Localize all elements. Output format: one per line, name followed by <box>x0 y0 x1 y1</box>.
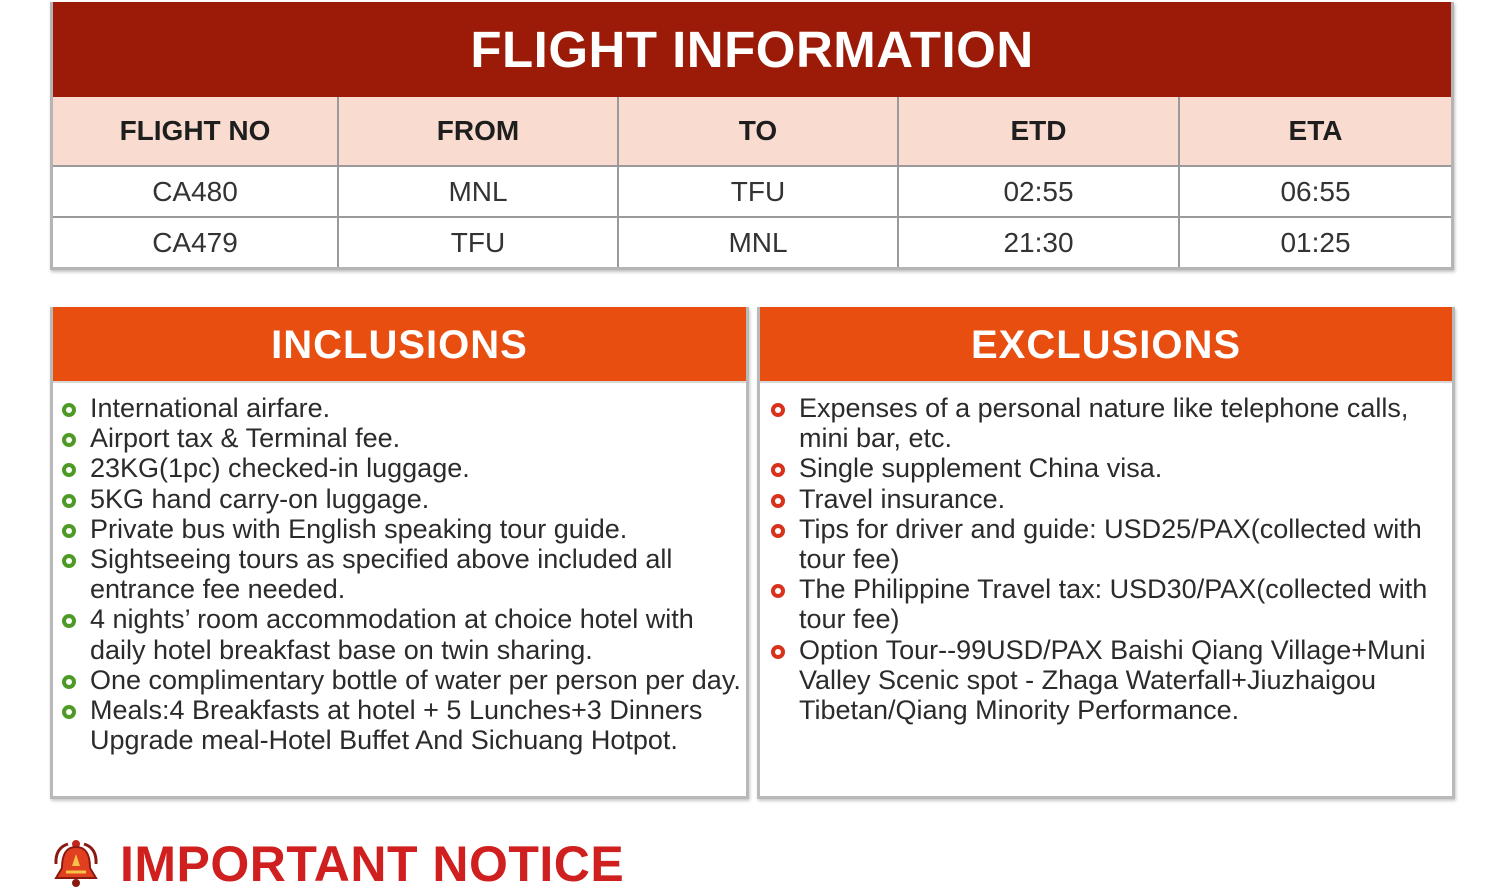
list-item <box>765 393 1452 453</box>
inclusion-text: Sightseeing tours as specified above included all entrance fee needed. <box>90 544 673 605</box>
green-bullet-icon <box>62 705 76 719</box>
column-header-etd: ETD <box>897 97 1178 165</box>
flight-no-cell: CA480 <box>152 175 238 207</box>
exclusion-text: Tips for driver and guide: USD25/PAX(collected with tour fee) <box>799 513 1422 575</box>
flight-information-title: FLIGHT INFORMATION <box>53 2 1451 97</box>
list-item <box>56 695 746 755</box>
green-bullet-icon <box>62 554 76 568</box>
red-bullet-icon <box>771 463 785 477</box>
exclusion-text: Travel insurance. <box>799 483 1006 514</box>
list-item <box>56 393 746 423</box>
exclusion-text: Option Tour--99USD/PAX Baishi Qiang Village+Muni Valley Scenic spot - Zhaga Waterfall+Jiuzhaigou Tibetan/Qiang Minority Performance. <box>799 634 1426 726</box>
flight-no-cell: CA479 <box>152 226 238 258</box>
list-item <box>765 484 1452 514</box>
inclusions-title: INCLUSIONS <box>53 307 746 383</box>
inclusion-text: International airfare. <box>90 393 331 423</box>
inclusion-text: 4 nights’ room accommodation at choice hotel with daily hotel breakfast base on twin sharing. <box>90 604 694 665</box>
list-item <box>56 544 746 604</box>
inclusion-text: Airport tax & Terminal fee. <box>90 423 401 454</box>
list-item <box>56 453 746 483</box>
eta-cell: 06:55 <box>1178 167 1451 216</box>
important-notice-title: IMPORTANT NOTICE <box>120 836 625 890</box>
green-bullet-icon <box>62 463 76 477</box>
etd-cell: 21:30 <box>897 218 1178 267</box>
list-item <box>56 665 746 695</box>
inclusion-text: 23KG(1pc) checked-in luggage. <box>90 453 470 484</box>
list-item <box>56 514 746 544</box>
red-bullet-icon <box>771 524 785 538</box>
list-item <box>56 604 746 664</box>
eta-cell: 01:25 <box>1178 218 1451 267</box>
column-header-from: FROM <box>337 97 617 165</box>
green-bullet-icon <box>62 675 76 689</box>
inclusions-list <box>53 383 746 755</box>
column-header-eta: ETA <box>1178 97 1451 165</box>
table-row <box>53 216 1451 267</box>
red-bullet-icon <box>771 403 785 417</box>
etd-cell: 02:55 <box>897 167 1178 216</box>
green-bullet-icon <box>62 433 76 447</box>
green-bullet-icon <box>62 524 76 538</box>
alarm-bell-icon <box>50 838 102 888</box>
inclusion-text: Private bus with English speaking tour guide. <box>90 513 628 544</box>
list-item <box>765 514 1452 574</box>
inclusion-text: 5KG hand carry-on luggage. <box>90 483 430 514</box>
red-bullet-icon <box>771 645 785 659</box>
column-header-to: TO <box>617 97 897 165</box>
to-cell: MNL <box>617 218 897 267</box>
exclusion-text: Expenses of a personal nature like telephone calls, mini bar, etc. <box>799 393 1409 454</box>
red-bullet-icon <box>771 494 785 508</box>
list-item <box>765 574 1452 634</box>
exclusions-title: EXCLUSIONS <box>760 307 1452 383</box>
green-bullet-icon <box>62 494 76 508</box>
from-cell: TFU <box>337 218 617 267</box>
list-item <box>765 635 1452 726</box>
inclusion-text: One complimentary bottle of water per person per day. <box>90 664 741 695</box>
exclusions-panel <box>757 307 1455 799</box>
from-cell: MNL <box>337 167 617 216</box>
flight-table-header-row <box>53 97 1451 165</box>
inclusion-text: Meals:4 Breakfasts at hotel + 5 Lunches+3 Dinners Upgrade meal-Hotel Buffet And Sichuang Hotpot. <box>90 695 703 756</box>
flight-information-table <box>50 2 1454 270</box>
green-bullet-icon <box>62 614 76 628</box>
inclusions-panel <box>50 307 749 799</box>
exclusion-text: Single supplement China visa. <box>799 453 1163 484</box>
list-item <box>765 453 1452 483</box>
table-row <box>53 165 1451 216</box>
list-item <box>56 484 746 514</box>
list-item <box>56 423 746 453</box>
exclusion-text: The Philippine Travel tax: USD30/PAX(collected with tour fee) <box>799 574 1428 635</box>
exclusions-list <box>760 383 1452 725</box>
green-bullet-icon <box>62 403 76 417</box>
red-bullet-icon <box>771 584 785 598</box>
column-header-flight-no: FLIGHT NO <box>119 115 271 146</box>
to-cell: TFU <box>617 167 897 216</box>
